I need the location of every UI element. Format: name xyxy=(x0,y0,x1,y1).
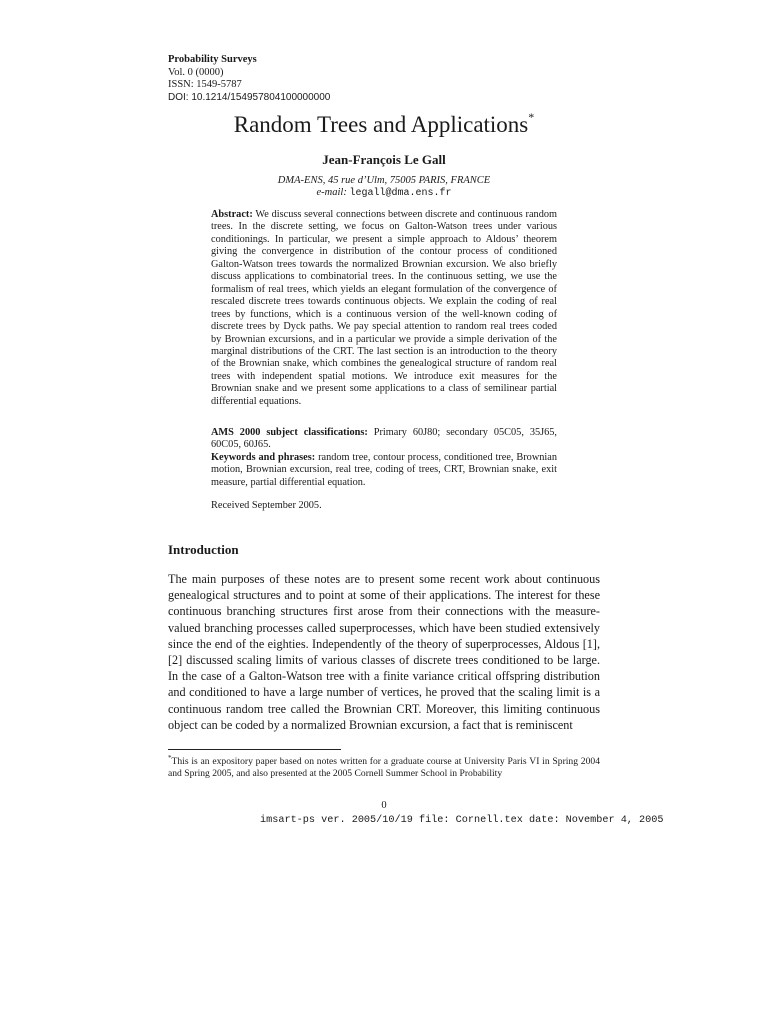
journal-header xyxy=(168,54,330,104)
received-date: Received September 2005. xyxy=(211,500,322,511)
paper-title-text: Random Trees and Applications xyxy=(233,112,529,137)
abstract-text: We discuss several connections between discrete and continuous random trees. In the discrete setting, we focus on Galton-Watson trees under various conditionings. In particular, we present a simple approach to Aldous’ theorem giving the convergence in distribution of the contour process of conditioned Galton-Watson trees towards the normalized Brownian excursion. We also briefly discuss applications to combinatorial trees. In the continuous setting, we use the formalism of real trees, which yields an elegant formulation of the convergence of rescaled discrete trees towards continuous objects. We explain the coding of real trees by functions, which is a continuous version of the well-known coding of discrete trees by Dyck paths. We pay special attention to random real trees coded by Brownian excursions, and in a particular we provide a simple derivation of the marginal distributions of the CRT. The last section is an introduction to the theory of the Brownian snake, which combines the genealogical structure of random real trees with independent spatial motions. We introduce exit measures for the Brownian snake and we present some applications to a class of semilinear partial differential equations. xyxy=(211,209,558,407)
journal-name: Probability Surveys xyxy=(168,54,257,65)
abstract xyxy=(211,209,557,408)
footnote-text: This is an expository paper based on notes written for a graduate course at University Paris VI in Spring 2004 and Spring 2005, and also presented at the 2005 Cornell Summer School in Probability xyxy=(168,756,600,780)
ams-classification xyxy=(211,427,557,452)
journal-doi: DOI: 10.1214/154957804100000000 xyxy=(168,91,331,103)
footnote xyxy=(168,752,600,781)
section-heading: Introduction xyxy=(168,542,239,557)
intro-paragraph: The main purposes of these notes are to present some recent work about continuous genealogical structures and to point at some of their applications. The interest for these continuous branching structures first arose from their connections with the measure-valued branching processes called superprocesses, which have been studied extensively since the end of the eighties. Independently of the theory of superprocesses, Aldous [1],[2] discussed scaling limits of various classes of discrete trees conditioned to be large. In the case of a Galton-Watson tree with a finite variance critical offspring distribution and conditioned to have a large number of vertices, he proved that the scaling limit is a continuous random tree called the Brownian CRT. Moreover, this limiting continuous object can be coded by a normalized Brownian excursion, a fact that is reminiscent xyxy=(168,572,600,732)
email-address: legall@dma.ens.fr xyxy=(349,188,452,199)
paper-title xyxy=(0,112,768,138)
email-line xyxy=(0,187,768,199)
footnote-mark: * xyxy=(168,754,172,762)
ams-label: AMS 2000 subject classifications: xyxy=(211,427,368,438)
journal-volume: Vol. 0 (0000) xyxy=(168,66,224,78)
title-footnote-mark: * xyxy=(528,110,535,124)
page-number: 0 xyxy=(381,800,387,811)
keywords xyxy=(211,452,557,489)
email-label: e-mail: xyxy=(316,187,347,198)
ams-text: Primary 60J80; secondary 05C05, 35J65, 60C05, 60J65. xyxy=(211,427,558,451)
keywords-text: random tree, contour process, conditioned tree, Brownian motion, Brownian excursion, real tree, coding of trees, CRT, Brownian snake, exit measure, partial differential equation. xyxy=(211,451,557,488)
footnote-rule xyxy=(168,749,341,750)
abstract-label: Abstract: xyxy=(211,209,253,220)
affiliation: DMA-ENS, 45 rue d’Ulm, 75005 PARIS, FRANCE xyxy=(277,175,491,186)
build-info: imsart-ps ver. 2005/10/19 file: Cornell.tex date: November 4, 2005 xyxy=(260,815,664,826)
journal-issn: ISSN: 1549-5787 xyxy=(168,79,242,91)
keywords-label: Keywords and phrases: xyxy=(211,451,316,463)
author-name: Jean-François Le Gall xyxy=(322,152,446,167)
classification-block xyxy=(211,427,557,489)
